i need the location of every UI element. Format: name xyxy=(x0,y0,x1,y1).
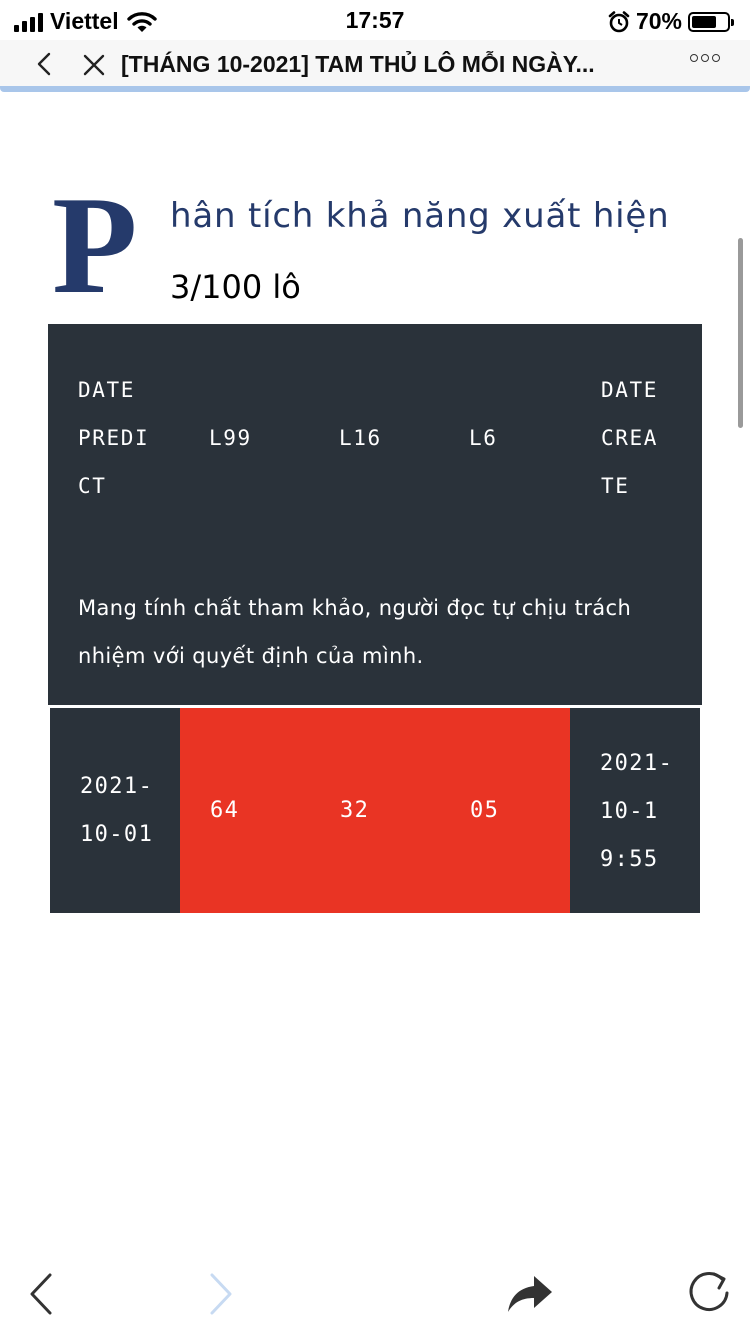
l16-value: 32 xyxy=(340,798,370,823)
forward-arrow-icon[interactable] xyxy=(206,1272,236,1316)
header-date-create: DATE CREA TE xyxy=(601,378,658,498)
reload-icon[interactable] xyxy=(686,1270,732,1316)
status-right xyxy=(608,8,730,35)
date-create-value: 2021- 10-1 9:55 xyxy=(600,751,674,872)
battery-percent: 70% xyxy=(635,8,682,34)
header-l16: L16 xyxy=(339,426,382,450)
page-title: [THÁNG 10-2021] TAM THỦ LÔ MỖI NGÀY... xyxy=(121,51,595,77)
navigation-bar xyxy=(0,40,750,88)
cell-highlight-numbers xyxy=(180,708,570,913)
back-icon[interactable] xyxy=(30,50,58,78)
l6-value: 05 xyxy=(470,798,500,823)
table-row xyxy=(50,708,700,913)
header-l99: L99 xyxy=(209,426,252,450)
loading-progress-bar xyxy=(0,86,750,94)
disclaimer-text: Mang tính chất tham khảo, người đọc tự chịu trách nhiệm với quyết định của mình. xyxy=(78,596,632,668)
l99-value: 64 xyxy=(210,798,240,823)
cell-date-predict xyxy=(50,708,180,913)
heading-dropcap: P xyxy=(52,168,138,323)
header-date-predict: DATE PREDI CT xyxy=(78,378,150,498)
close-icon[interactable] xyxy=(80,51,108,79)
back-arrow-icon[interactable] xyxy=(26,1272,56,1316)
share-icon[interactable] xyxy=(506,1272,554,1316)
date-predict-value: 2021- 10-01 xyxy=(80,774,154,847)
header-l6: L6 xyxy=(469,426,498,450)
article-subheading: 3/100 lô xyxy=(170,268,301,306)
carrier-name: Viettel xyxy=(50,8,119,34)
clock: 17:57 xyxy=(345,7,405,33)
article-heading: hân tích khả năng xuất hiện xyxy=(170,196,670,236)
alarm-icon xyxy=(608,11,630,33)
battery-icon xyxy=(688,12,730,32)
table-header xyxy=(48,324,702,705)
scrollbar-thumb[interactable] xyxy=(738,238,743,428)
more-icon[interactable] xyxy=(690,54,720,62)
cell-date-create xyxy=(570,708,700,913)
status-bar xyxy=(0,0,750,40)
